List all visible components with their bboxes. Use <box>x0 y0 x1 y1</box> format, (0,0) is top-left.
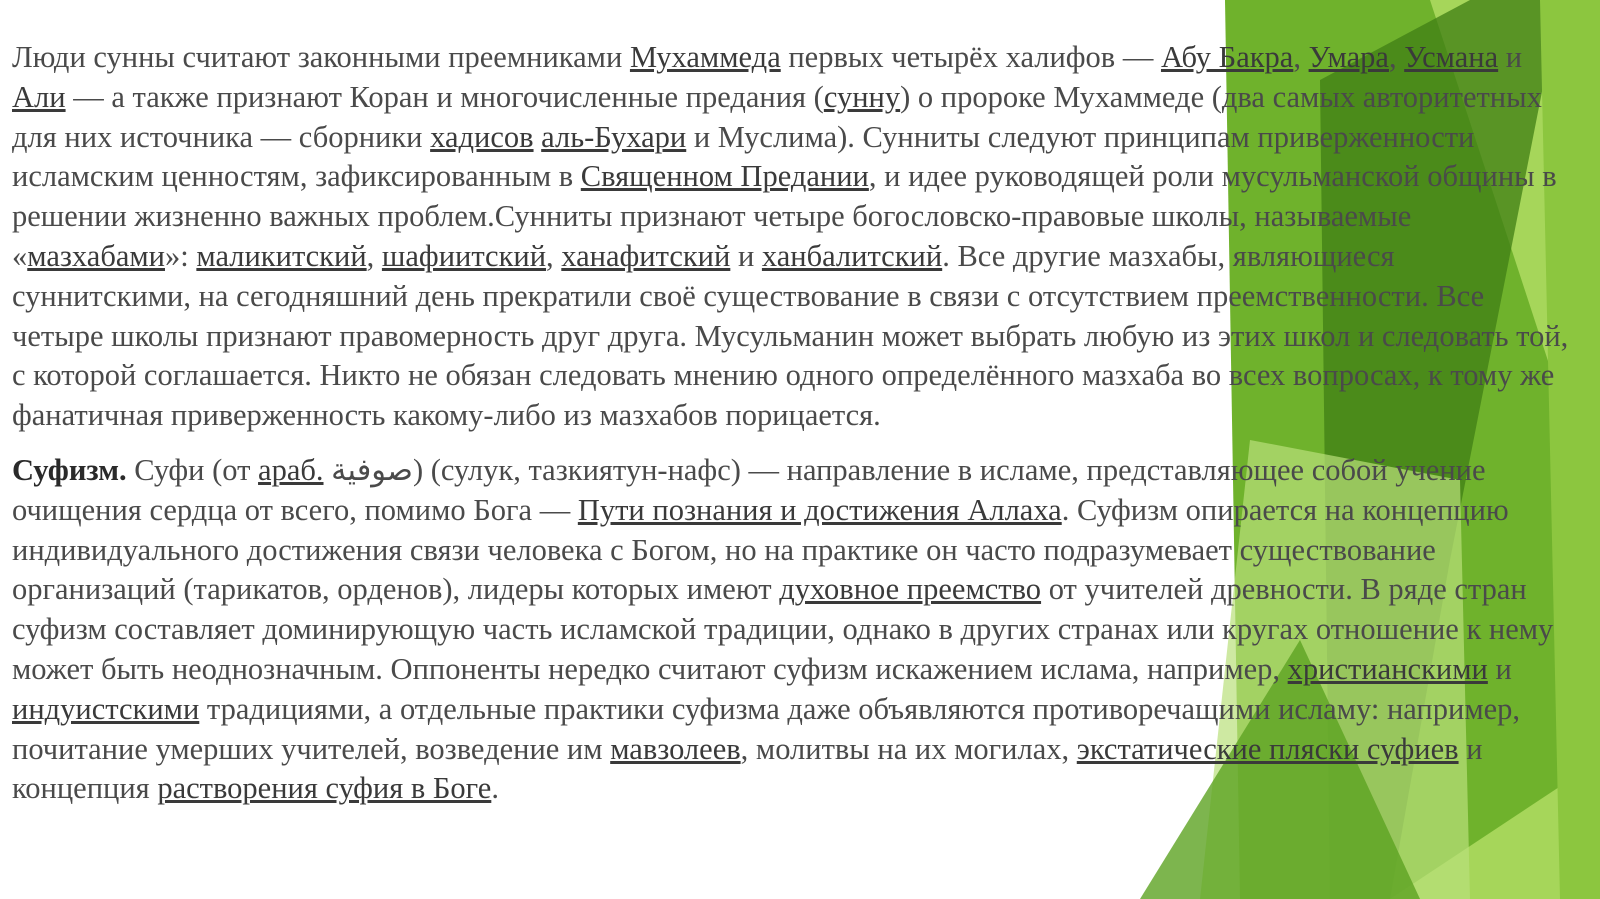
link-spiritual-succession[interactable]: духовное преемство <box>779 572 1042 607</box>
link-usman[interactable]: Усмана <box>1404 40 1499 74</box>
text <box>324 453 332 487</box>
text: и <box>1498 40 1523 74</box>
link-mausoleums[interactable]: мавзолеев <box>610 731 741 766</box>
link-ecstatic-dances[interactable]: экстатические пляски суфиев <box>1076 731 1459 766</box>
text: Люди сунны считают законными преемниками <box>12 40 630 74</box>
link-sunna[interactable]: сунну <box>823 79 901 114</box>
link-madhhabs[interactable]: мазхабами <box>27 238 165 273</box>
link-umar[interactable]: Умара <box>1308 40 1389 74</box>
text: Суфи (от <box>126 452 259 487</box>
link-maliki[interactable]: маликитский <box>196 238 367 273</box>
text: , <box>1293 40 1309 74</box>
text: и Муслима). Сунниты следуют принципам приверженности исламским ценностям, зафиксированным в <box>12 119 1475 194</box>
link-path-to-allah[interactable]: Пути познания и достижения Аллаха <box>577 492 1062 527</box>
link-hanafi[interactable]: ханафитский <box>561 238 731 273</box>
link-al-bukhari[interactable]: аль-Бухари <box>541 119 687 154</box>
text: , <box>546 238 562 273</box>
link-hindu[interactable]: индуистскими <box>12 691 200 726</box>
text: ) о пророке Мухаммеде (два самых авторитетных для них источника — сборники <box>12 79 1542 154</box>
text: и <box>730 238 762 273</box>
text: и концепция <box>12 731 1483 806</box>
document-body <box>12 38 1572 809</box>
text: и <box>1487 651 1512 686</box>
link-hanbali[interactable]: ханбалитский <box>761 238 943 273</box>
link-hadith[interactable]: хадисов <box>430 119 534 154</box>
link-ali[interactable]: Али <box>12 79 66 114</box>
text: традициями, а отдельные практики суфизма даже объявляются противоречащими исламу: например, почитание умерших учителей, возведение им <box>12 691 1521 766</box>
text: , молитвы на их могилах, <box>740 731 1077 766</box>
text: . Все другие мазхабы, являющиеся суннитскими, на сегодняшний день прекратили своё существование в связи с отсутствием преемственности. Все четыре школы признают правомерность друг друга. Мусульманин может выбрать любую из этих школ и следовать той, с которой соглашается. Никто не обязан следовать мнению одного определённого мазхаба во всех вопросах, к тому же фанатичная приверженность какому-либо из мазхабов порицается. <box>12 238 1569 433</box>
link-arabic[interactable]: араб. <box>258 452 324 487</box>
link-christian[interactable]: христианскими <box>1287 651 1488 686</box>
text: »: <box>165 238 197 273</box>
paragraph-sufism <box>12 451 1572 809</box>
text: — а также признают Коран и многочисленные предания ( <box>65 79 824 114</box>
text: . Суфизм опирается на концепцию индивидуального достижения связи человека с Богом, но на практике он часто подразумевает существование организаций (тарикатов, орденов), лидеры которых имеют <box>12 492 1509 607</box>
text: первых четырёх халифов — <box>780 40 1161 74</box>
link-shafii[interactable]: шафиитский <box>381 238 547 273</box>
text: . <box>491 771 499 806</box>
text: , <box>1388 40 1405 74</box>
link-muhammad[interactable]: Мухаммеда <box>629 40 781 74</box>
text: , и идее руководящей роли мусульманской общины в решении жизненно важных проблем.Сунниты признают четыре богословско-правовые школы, называемые « <box>12 159 1557 273</box>
arabic-word: صوفية <box>331 452 413 487</box>
text: , <box>366 238 382 273</box>
link-sacred-tradition[interactable]: Священном Предании <box>580 159 869 194</box>
link-fana[interactable]: растворения суфия в Боге <box>157 771 492 806</box>
heading-sufism: Суфизм. <box>12 452 127 487</box>
paragraph-sunni <box>12 38 1572 436</box>
text: ) (сулук, тазкиятун-нафс) — направление в исламе, представляющее собой учение очищения сердца от всего, помимо Бога — <box>12 452 1486 527</box>
link-abu-bakr[interactable]: Абу Бакра <box>1160 40 1294 74</box>
text: от учителей древности. В ряде стран суфизм составляет доминирующую часть исламской традиции, однако в других странах или кругах отношение к нему может быть неоднозначным. Оппоненты нередко считают суфизм искажением ислама, например, <box>12 572 1554 686</box>
